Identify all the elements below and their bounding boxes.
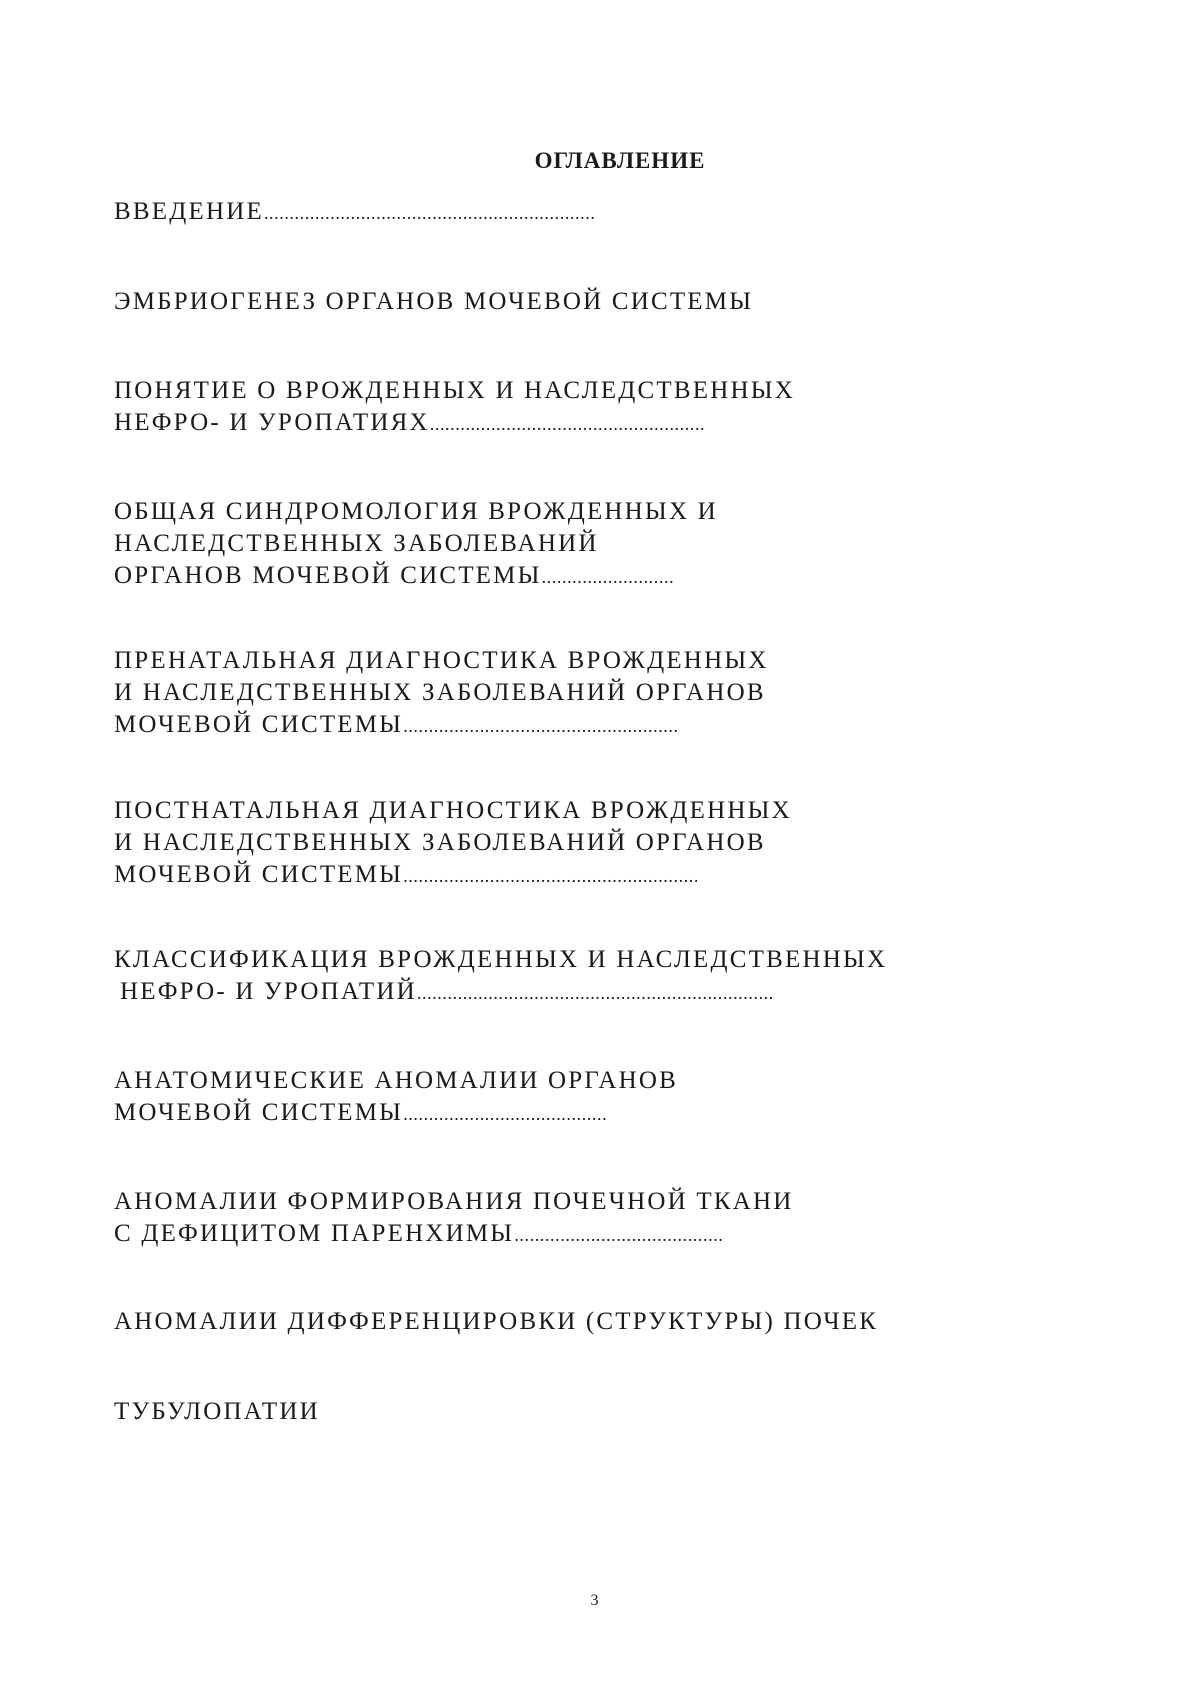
toc-entry-differentiation [114, 1306, 878, 1338]
toc-entry-line [114, 560, 718, 593]
toc-entry-line [114, 1218, 793, 1251]
toc-entry-postnatal-diagnostics [114, 795, 792, 892]
toc-entry-line [114, 1306, 878, 1338]
toc-entry-text: МОЧЕВОЙ СИСТЕМЫ [114, 1099, 404, 1126]
toc-entry-line [114, 1186, 793, 1218]
toc-entry-line [114, 407, 795, 440]
toc-leader-dots: .......................................................... [403, 866, 700, 886]
toc-entry-line [114, 1065, 678, 1097]
toc-entry-text: ПРЕНАТАЛЬНАЯ ДИАГНОСТИКА ВРОЖДЕННЫХ [114, 647, 769, 674]
toc-entry-tubulopathies [114, 1396, 320, 1428]
toc-entry-text: ЭМБРИОГЕНЕЗ ОРГАНОВ МОЧЕВОЙ СИСТЕМЫ [114, 288, 754, 315]
page-number: 3 [590, 1592, 599, 1609]
toc-entry-text: ОРГАНОВ МОЧЕВОЙ СИСТЕМЫ [114, 562, 542, 589]
toc-entry-introduction [114, 196, 595, 229]
toc-entry-line [114, 196, 595, 229]
toc-entry-line [114, 976, 887, 1009]
toc-entry-prenatal-diagnostics [114, 645, 769, 742]
toc-leader-dots: ...................................................... [403, 716, 679, 736]
toc-leader-dots: .......................... [541, 567, 675, 587]
toc-entry-text: ВВЕДЕНИЕ [114, 198, 264, 225]
toc-entry-text: ПОНЯТИЕ О ВРОЖДЕННЫХ И НАСЛЕДСТВЕННЫХ [114, 377, 795, 404]
toc-entry-text: НЕФРО- И УРОПАТИЙ [120, 978, 417, 1005]
toc-leader-dots: ...................................................... [429, 414, 706, 434]
toc-leader-dots: ......................................... [514, 1225, 724, 1245]
toc-entry-text: ТУБУЛОПАТИИ [114, 1398, 320, 1425]
toc-entry-line [114, 645, 769, 677]
toc-entry-text: И НАСЛЕДСТВЕННЫХ ЗАБОЛЕВАНИЙ ОРГАНОВ [114, 829, 766, 856]
toc-entry-text: НЕФРО- И УРОПАТИЯХ [114, 409, 430, 436]
toc-entry-line [114, 496, 718, 528]
toc-entry-line [114, 944, 887, 976]
toc-entry-line [114, 286, 753, 318]
toc-entry-line [114, 677, 769, 709]
toc-entry-text: АНОМАЛИИ ФОРМИРОВАНИЯ ПОЧЕЧНОЙ ТКАНИ [114, 1188, 794, 1215]
toc-entry-anatomical-anomalies [114, 1065, 678, 1130]
toc-entry-line [114, 1097, 678, 1130]
toc-entry-text: АНАТОМИЧЕСКИЕ АНОМАЛИИ ОРГАНОВ [114, 1067, 678, 1094]
toc-entry-classification [114, 944, 887, 1009]
toc-leader-dots: ........................................ [403, 1104, 608, 1124]
toc-leader-dots: ...................................................................... [416, 983, 774, 1003]
toc-entry-embryogenesis [114, 286, 753, 318]
toc-entry-line [114, 827, 792, 859]
toc-entry-congenital-concept [114, 375, 795, 440]
toc-entry-text: ОБЩАЯ СИНДРОМОЛОГИЯ ВРОЖДЕННЫХ И [114, 498, 718, 525]
toc-title: ОГЛАВЛЕНИЕ [534, 148, 706, 173]
toc-entry-line [114, 1396, 320, 1428]
toc-entry-line [114, 795, 792, 827]
toc-entry-text: КЛАССИФИКАЦИЯ ВРОЖДЕННЫХ И НАСЛЕДСТВЕННЫХ [114, 946, 888, 973]
toc-entry-text: МОЧЕВОЙ СИСТЕМЫ [114, 711, 404, 738]
toc-entry-tissue-formation [114, 1186, 793, 1251]
toc-entry-text: ПОСТНАТАЛЬНАЯ ДИАГНОСТИКА ВРОЖДЕННЫХ [114, 797, 792, 824]
toc-entry-line [114, 528, 718, 560]
toc-entry-text: АНОМАЛИИ ДИФФЕРЕНЦИРОВКИ (СТРУКТУРЫ) ПОЧЕК [114, 1308, 879, 1335]
toc-entry-text: И НАСЛЕДСТВЕННЫХ ЗАБОЛЕВАНИЙ ОРГАНОВ [114, 679, 766, 706]
toc-leader-dots: ................................................................. [263, 203, 596, 223]
toc-entry-text: МОЧЕВОЙ СИСТЕМЫ [114, 861, 404, 888]
toc-entry-line [114, 375, 795, 407]
toc-entry-text: С ДЕФИЦИТОМ ПАРЕНХИМЫ [114, 1220, 515, 1247]
toc-entry-line [114, 859, 792, 892]
toc-entry-syndromology [114, 496, 718, 593]
toc-entry-text: НАСЛЕДСТВЕННЫХ ЗАБОЛЕВАНИЙ [114, 530, 599, 557]
toc-entry-line [114, 709, 769, 742]
